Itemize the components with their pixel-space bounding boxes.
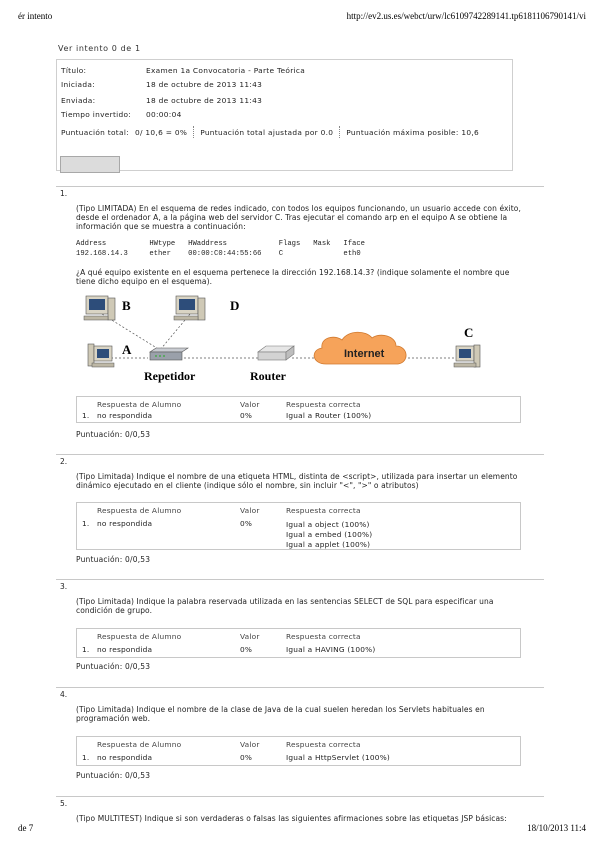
row-value: 0% (240, 411, 253, 420)
row-correct: Igual a HttpServlet (100%) (286, 753, 391, 762)
row-student: no respondida (97, 411, 153, 420)
attempt-title: Ver intento 0 de 1 (58, 44, 141, 53)
score-label: Puntuación total: (61, 127, 129, 137)
summary-value: 18 de octubre de 2013 11:43 (146, 96, 263, 105)
action-button[interactable] (60, 156, 120, 173)
label-c: C (464, 325, 474, 340)
router-icon (258, 346, 294, 360)
question-score: Puntuación: 0/0,53 (76, 430, 151, 439)
question-text: (Tipo MULTITEST) Indique si son verdaderas o falsas las siguientes afirmaciones sobre las etiquetas JSP básicas: (76, 814, 507, 823)
summary-value: Examen 1a Convocatoria - Parte Teórica (146, 66, 306, 75)
row-value: 0% (240, 519, 253, 528)
label-internet: Internet (344, 348, 385, 360)
question-number: 3. (60, 582, 68, 591)
question-number: 1. (60, 189, 68, 198)
summary-score-row (61, 126, 507, 138)
print-footer-page: de 7 (18, 823, 34, 833)
label-d: D (230, 298, 240, 313)
question-score: Puntuación: 0/0,53 (76, 771, 151, 780)
row-correct: Igual a object (100%) (286, 520, 370, 529)
header-correct: Respuesta correcta (286, 400, 361, 409)
header-correct: Respuesta correcta (286, 506, 361, 515)
answer-table (76, 502, 521, 550)
summary-label: Iniciada: (61, 80, 95, 89)
repeater-icon (150, 348, 188, 360)
print-header-title: ér intento (18, 11, 53, 21)
summary-value: 00:00:04 (146, 110, 182, 119)
header-value: Valor (240, 740, 260, 749)
question-divider (56, 186, 544, 187)
label-repeater: Repetidor (144, 369, 196, 383)
label-b: B (122, 298, 131, 313)
score-value: 0/ 10,6 = 0% (134, 127, 188, 137)
print-footer-date: 18/10/2013 11:4 (527, 823, 586, 833)
row-correct: Igual a HAVING (100%) (286, 645, 376, 654)
question-number: 5. (60, 799, 68, 808)
question-score: Puntuación: 0/0,53 (76, 555, 151, 564)
question-divider (56, 796, 544, 797)
label-router: Router (250, 369, 286, 383)
header-correct: Respuesta correcta (286, 632, 361, 641)
question-text: (Tipo Limitada) Indique el nombre de la clase de Java de la cual suelen heredan los Servlets habituales en programación web. (76, 705, 485, 724)
question-number: 4. (60, 690, 68, 699)
row-correct: Igual a applet (100%) (286, 540, 371, 549)
label-a: A (122, 342, 132, 357)
row-student: no respondida (97, 645, 153, 654)
attempt-summary (56, 59, 513, 171)
summary-label: Tiempo invertido: (61, 110, 132, 119)
computer-c-icon (454, 345, 480, 367)
question-text: (Tipo LIMITADA) En el esquema de redes indicado, con todos los equipos funcionando, un usuario accede con éxito, desde el ordenador A, a la página web del servidor C. Tras ejecutar el comando arp en el equipo A se obtiene la información que se muestra a continuación: (76, 204, 521, 232)
computer-a-icon (88, 344, 114, 367)
question-divider (56, 687, 544, 688)
row-student: no respondida (97, 519, 153, 528)
computer-b-icon (84, 296, 115, 320)
header-student: Respuesta de Alumno (97, 506, 182, 515)
question-divider (56, 579, 544, 580)
arp-row: 192.168.14.3 ether 00:00:C0:44:55:66 C eth0 (76, 250, 361, 258)
header-student: Respuesta de Alumno (97, 400, 182, 409)
summary-label: Enviada: (61, 96, 96, 105)
question-text: (Tipo Limitada) Indique el nombre de una etiqueta HTML, distinta de <script>, utilizada para insertar un elemento dinámico ejecutado en el cliente (indique sólo el nombre, sin incluir "<", ">" o atributos) (76, 472, 518, 491)
row-index: 1. (82, 645, 90, 654)
question-divider (56, 454, 544, 455)
question-text-followup: ¿A qué equipo existente en el esquema pertenece la dirección 192.168.14.3? (indique solamente el nombre que tiene dicho equipo en el esquema). (76, 268, 510, 287)
score-adjusted: Puntuación total ajustada por 0.0 (200, 127, 334, 137)
summary-label: Título: (61, 66, 87, 75)
question-text: (Tipo Limitada) Indique la palabra reservada utilizada en las sentencias SELECT de SQL para especificar una condición de grupo. (76, 597, 494, 616)
row-index: 1. (82, 753, 90, 762)
question-score: Puntuación: 0/0,53 (76, 662, 151, 671)
header-student: Respuesta de Alumno (97, 740, 182, 749)
row-value: 0% (240, 753, 253, 762)
row-value: 0% (240, 645, 253, 654)
header-value: Valor (240, 632, 260, 641)
header-value: Valor (240, 400, 260, 409)
row-index: 1. (82, 411, 90, 420)
answer-table (76, 628, 521, 658)
question-number: 2. (60, 457, 68, 466)
row-correct: Igual a Router (100%) (286, 411, 372, 420)
header-value: Valor (240, 506, 260, 515)
row-correct: Igual a embed (100%) (286, 530, 373, 539)
print-header-url: http://ev2.us.es/webct/urw/lc6109742289141.tp6181106790141/vi (346, 11, 586, 21)
answer-table (76, 736, 521, 766)
score-max: Puntuación máxima posible: 10,6 (346, 127, 479, 137)
summary-value: 18 de octubre de 2013 11:43 (146, 80, 263, 89)
header-student: Respuesta de Alumno (97, 632, 182, 641)
row-student: no respondida (97, 753, 153, 762)
header-correct: Respuesta correcta (286, 740, 361, 749)
row-index: 1. (82, 519, 90, 528)
computer-d-icon (174, 296, 205, 320)
answer-table (76, 396, 521, 423)
arp-header: Address HWtype HWaddress Flags Mask Iface (76, 240, 365, 248)
network-diagram (58, 290, 518, 390)
